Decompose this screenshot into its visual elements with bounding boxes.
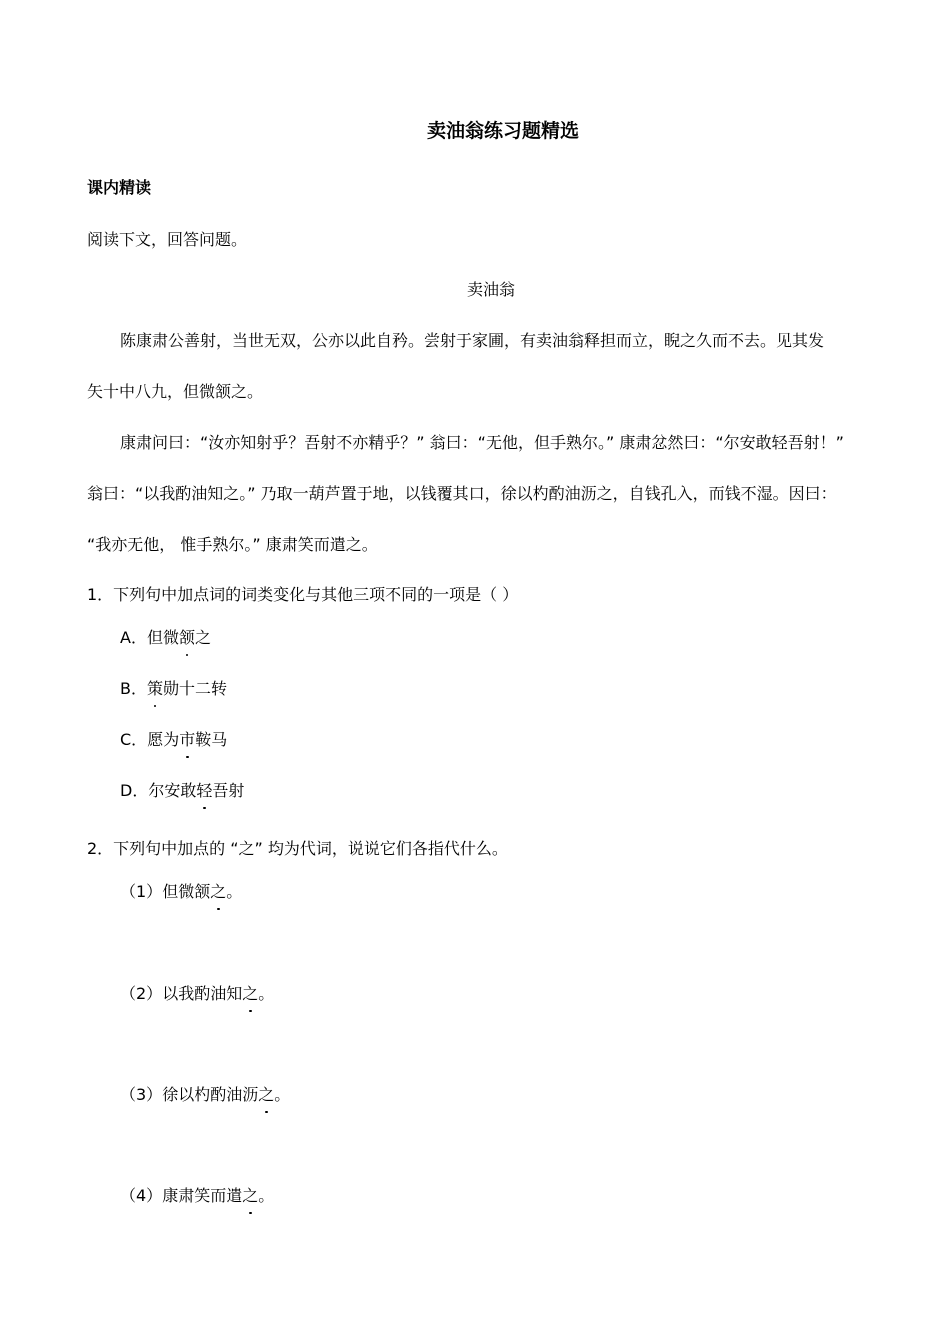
emphasis-dotted-char: 之 [242,1186,259,1205]
option-text: 之 [194,628,211,647]
item-text: 以我酌油知 [162,984,243,1003]
question-2-item-2 [120,983,274,1005]
emphasis-dotted-char: 策 [146,679,163,698]
option-letter: C． [120,730,148,749]
item-text: 。 [226,882,243,901]
question-1-stem: 1．下列句中加点词的词类变化与其他三项不同的一项是（ ） [87,585,519,604]
item-text: 但微颔 [162,882,211,901]
question-2-item-4 [120,1185,274,1207]
passage-line: 陈康肃公善射，当世无双，公亦以此自矜。尝射于家圃，有卖油翁释担而立，睨之久而不去。见其发 [120,331,825,350]
emphasis-dotted-char: 市 [179,730,196,749]
option-text: 愿为 [147,730,180,749]
question-2-item-3 [120,1084,290,1106]
passage-line: 翁曰：“以我酌油知之。” 乃取一葫芦置于地，以钱覆其口，徐以杓酌油沥之，自钱孔入，而钱不湿。因曰： [87,484,837,503]
question-1-option-b [120,678,227,700]
emphasis-dotted-char: 之 [258,1085,275,1104]
item-text: 徐以杓酌油沥 [162,1085,259,1104]
item-text: 。 [258,984,275,1003]
question-2-item-1 [120,881,242,903]
item-number: （1） [120,882,163,901]
option-text: 尔安敢 [148,781,197,800]
item-number: （4） [120,1186,163,1205]
option-letter: B． [120,679,147,698]
option-text: 鞍马 [195,730,228,749]
question-2-stem: 2．下列句中加点的 “之” 均为代词，说说它们各指代什么。 [87,839,508,858]
question-1-option-d [120,780,244,802]
option-text: 吾射 [212,781,245,800]
emphasis-dotted-char: 之 [210,882,227,901]
item-text: 康肃笑而遣 [162,1186,243,1205]
emphasis-dotted-char: 之 [242,984,259,1003]
item-number: （3） [120,1085,163,1104]
passage-title: 卖油翁 [466,280,515,299]
option-text: 但微 [146,628,179,647]
passage-line: “我亦无他， 惟手熟尔。” 康肃笑而遣之。 [87,535,378,554]
item-number: （2） [120,984,163,1003]
item-text: 。 [274,1085,291,1104]
emphasis-dotted-char: 颔 [178,628,195,647]
option-text: 勋十二转 [163,679,228,698]
question-1-option-c [120,729,227,751]
instruction-text: 阅读下文，回答问题。 [87,230,248,249]
question-1-option-a [120,627,211,649]
option-letter: A． [120,628,147,647]
section-heading: 课内精读 [87,178,152,197]
item-text: 。 [258,1186,275,1205]
passage-line: 矢十中八九，但微颔之。 [87,382,264,401]
emphasis-dotted-char: 轻 [196,781,213,800]
option-letter: D． [120,781,149,800]
page-title: 卖油翁练习题精选 [426,120,579,142]
passage-line: 康肃问曰：“汝亦知射乎？吾射不亦精乎？” 翁曰：“无他，但手熟尔。” 康肃忿然曰：“尔安敢轻吾射！” [120,433,844,452]
